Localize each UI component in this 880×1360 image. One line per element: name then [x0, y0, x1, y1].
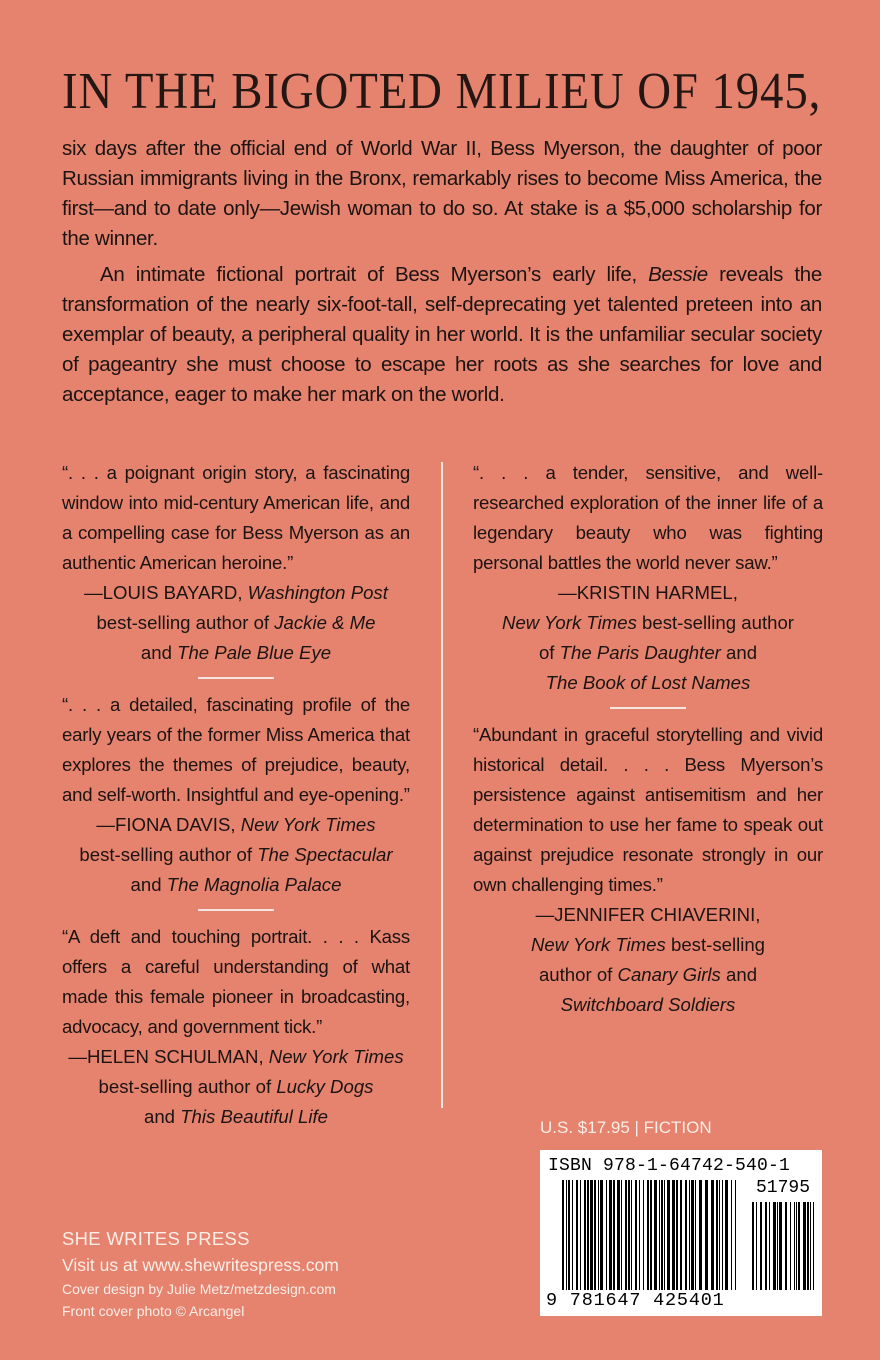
barcode-bar: [680, 1180, 682, 1290]
barcode-bar: [576, 1180, 578, 1290]
reviews-left-column: [62, 458, 410, 1132]
barcode-bar: [691, 1180, 694, 1290]
barcode-bar: [661, 1180, 663, 1290]
barcode-bar: [722, 1180, 723, 1290]
design-credit: Cover design by Julie Metz/metzdesign.com: [62, 1281, 336, 1297]
blurb-paragraph-1: [62, 134, 822, 254]
barcode-bar: [609, 1180, 612, 1290]
barcode-bar: [659, 1180, 660, 1290]
barcode: [540, 1150, 822, 1316]
divider: [198, 909, 274, 911]
barcode-bar: [752, 1202, 754, 1290]
barcode-bar: [621, 1180, 622, 1290]
book-title: Bessie: [648, 263, 708, 286]
barcode-bar: [731, 1180, 732, 1290]
review-davis: [62, 690, 410, 900]
barcode-bar: [813, 1202, 814, 1290]
blurb-text-2: [62, 260, 822, 410]
blurb-paragraph-2: [62, 260, 822, 410]
barcode-bar: [685, 1180, 687, 1290]
barcode-bar: [628, 1180, 630, 1290]
barcode-bar: [562, 1180, 564, 1290]
barcode-bar: [672, 1180, 675, 1290]
barcode-bar: [705, 1180, 708, 1290]
barcode-bar: [617, 1180, 620, 1290]
review-quote: “. . . a tender, sensitive, and well-researched exploration of the inner life of a legendary beauty who was fighting personal battles the world never saw.”: [473, 462, 823, 573]
barcode-bar: [735, 1180, 736, 1290]
barcode-bar: [689, 1180, 690, 1290]
ean-number: 9 781647 425401: [546, 1290, 725, 1311]
barcode-bar: [594, 1180, 596, 1290]
barcode-bar: [769, 1202, 770, 1290]
review-attribution: New York Times best-selling: [530, 934, 766, 955]
review-attribution: —FIONA DAVIS, New York Times: [96, 814, 376, 835]
review-attribution: —HELEN SCHULMAN, New York Times: [68, 1046, 404, 1067]
review-attribution: and This Beautiful Life: [144, 1106, 328, 1127]
barcode-bar: [756, 1202, 757, 1290]
barcode-bar: [600, 1180, 603, 1290]
isbn-number: ISBN 978-1-64742-540-1: [548, 1156, 791, 1176]
barcode-bar: [719, 1180, 720, 1290]
barcode-bar: [647, 1180, 649, 1290]
barcode-bar: [580, 1180, 581, 1290]
barcode-bar: [664, 1180, 665, 1290]
publisher-url: Visit us at www.shewritespress.com: [62, 1255, 339, 1275]
barcode-bar: [790, 1202, 791, 1290]
barcode-bar: [716, 1180, 718, 1290]
blurb-text-1: six days after the official end of World War II, Bess Myerson, the daughter of poor Russian immigrants living in the Bronx, remarkably rises to become Miss America, the first—and to date only—Jewish woman to do so. At stake is a $5,000 scholarship for the winner.: [62, 137, 822, 250]
review-quote: “A deft and touching portrait. . . . Kass offers a careful understanding of what made this female pioneer in broadcasting, advocacy, and government tick.”: [62, 926, 410, 1037]
barcode-bar: [639, 1180, 640, 1290]
review-attribution: best-selling author of The Spectacular: [79, 844, 393, 865]
review-bayard: [62, 458, 410, 668]
review-attribution: —JENNIFER CHIAVERINI,: [535, 904, 761, 925]
barcode-bar: [606, 1180, 607, 1290]
review-attribution: of The Paris Daughter and: [538, 642, 758, 663]
barcode-bar: [810, 1202, 811, 1290]
publisher-block: [62, 1226, 339, 1322]
review-attribution: and The Pale Blue Eye: [140, 642, 332, 663]
barcode-bar: [572, 1180, 573, 1290]
review-attribution: —KRISTIN HARMEL,: [558, 582, 738, 603]
review-attribution: and The Magnolia Palace: [130, 874, 342, 895]
review-attribution: New York Times best-selling author: [502, 612, 794, 633]
blurb-intro: An intimate fictional portrait of Bess Myerson’s early life,: [100, 263, 649, 286]
barcode-bar: [725, 1180, 728, 1290]
review-attribution: Switchboard Soldiers: [560, 994, 736, 1015]
barcode-bar: [695, 1180, 696, 1290]
barcode-bar: [807, 1202, 809, 1290]
review-chiaverini: [473, 720, 823, 1020]
barcode-bar: [613, 1180, 615, 1290]
price-genre: U.S. $17.95 | FICTION: [540, 1118, 712, 1137]
barcode-bar: [587, 1180, 589, 1290]
divider: [198, 677, 274, 679]
barcode-bar: [773, 1202, 776, 1290]
review-quote: “. . . a detailed, fascinating profile of the early years of the former Miss America that explores the themes of prejudice, beauty, and self-worth. Insightful and eye-opening.”: [62, 694, 410, 805]
barcode-bar: [777, 1202, 778, 1290]
barcode-bar: [590, 1180, 593, 1290]
barcode-bar: [765, 1202, 767, 1290]
barcode-bar: [635, 1180, 637, 1290]
review-attribution: best-selling author of Lucky Dogs: [98, 1076, 374, 1097]
barcode-bar: [654, 1180, 657, 1290]
review-harmel: [473, 458, 823, 698]
barcode-bar: [598, 1180, 599, 1290]
review-quote: “. . . a poignant origin story, a fascinating window into mid-century American life, and a compelling case for Bess Myerson as an authentic American heroine.”: [62, 462, 410, 573]
barcode-bar: [711, 1180, 714, 1290]
photo-credit: Front cover photo © Arcangel: [62, 1303, 245, 1319]
price-addon-number: 51795: [756, 1178, 811, 1198]
review-attribution: —LOUIS BAYARD, Washington Post: [84, 582, 388, 603]
review-schulman: [62, 922, 410, 1132]
barcode-bar: [667, 1180, 670, 1290]
review-attribution: best-selling author of Jackie & Me: [96, 612, 376, 633]
divider: [610, 707, 686, 709]
barcode-bar: [566, 1180, 567, 1290]
barcode-bar: [785, 1202, 787, 1290]
review-quote: “Abundant in graceful storytelling and vivid historical detail. . . . Bess Myerson’s persistence against antisemitism and her determination to use her fame to speak out against prejudice resonate strongly in our own challenging times.”: [473, 724, 823, 895]
barcode-bar: [699, 1180, 702, 1290]
barcode-bar: [798, 1202, 800, 1290]
barcode-bar: [803, 1202, 806, 1290]
barcode-bar: [568, 1180, 570, 1290]
barcode-bar: [779, 1202, 782, 1290]
barcode-bar: [643, 1180, 644, 1290]
headline: IN THE BIGOTED MILIEU OF 1945,: [62, 63, 822, 120]
barcode-bar: [625, 1180, 627, 1290]
barcode-bar: [676, 1180, 678, 1290]
barcode-bar: [796, 1202, 797, 1290]
review-attribution: The Book of Lost Names: [545, 672, 751, 693]
barcode-bar: [584, 1180, 586, 1290]
review-attribution: author of Canary Girls and: [538, 964, 758, 985]
barcode-bar: [650, 1180, 652, 1290]
barcode-bar: [760, 1202, 762, 1290]
column-divider: [441, 462, 443, 1108]
barcode-bar: [794, 1202, 795, 1290]
publisher-name: SHE WRITES PRESS: [62, 1228, 250, 1249]
blurb-rest: reveals the transformation of the nearly six-foot-tall, self-deprecating yet talented preteen into an exemplar of beauty, a peripheral quality in her world. It is the unfamiliar secular society of pageantry she must choose to escape her roots as she searches for love and acceptance, eager to make her mark on the world.: [62, 263, 823, 406]
barcode-bar: [631, 1180, 632, 1290]
reviews-right-column: [473, 458, 823, 1020]
